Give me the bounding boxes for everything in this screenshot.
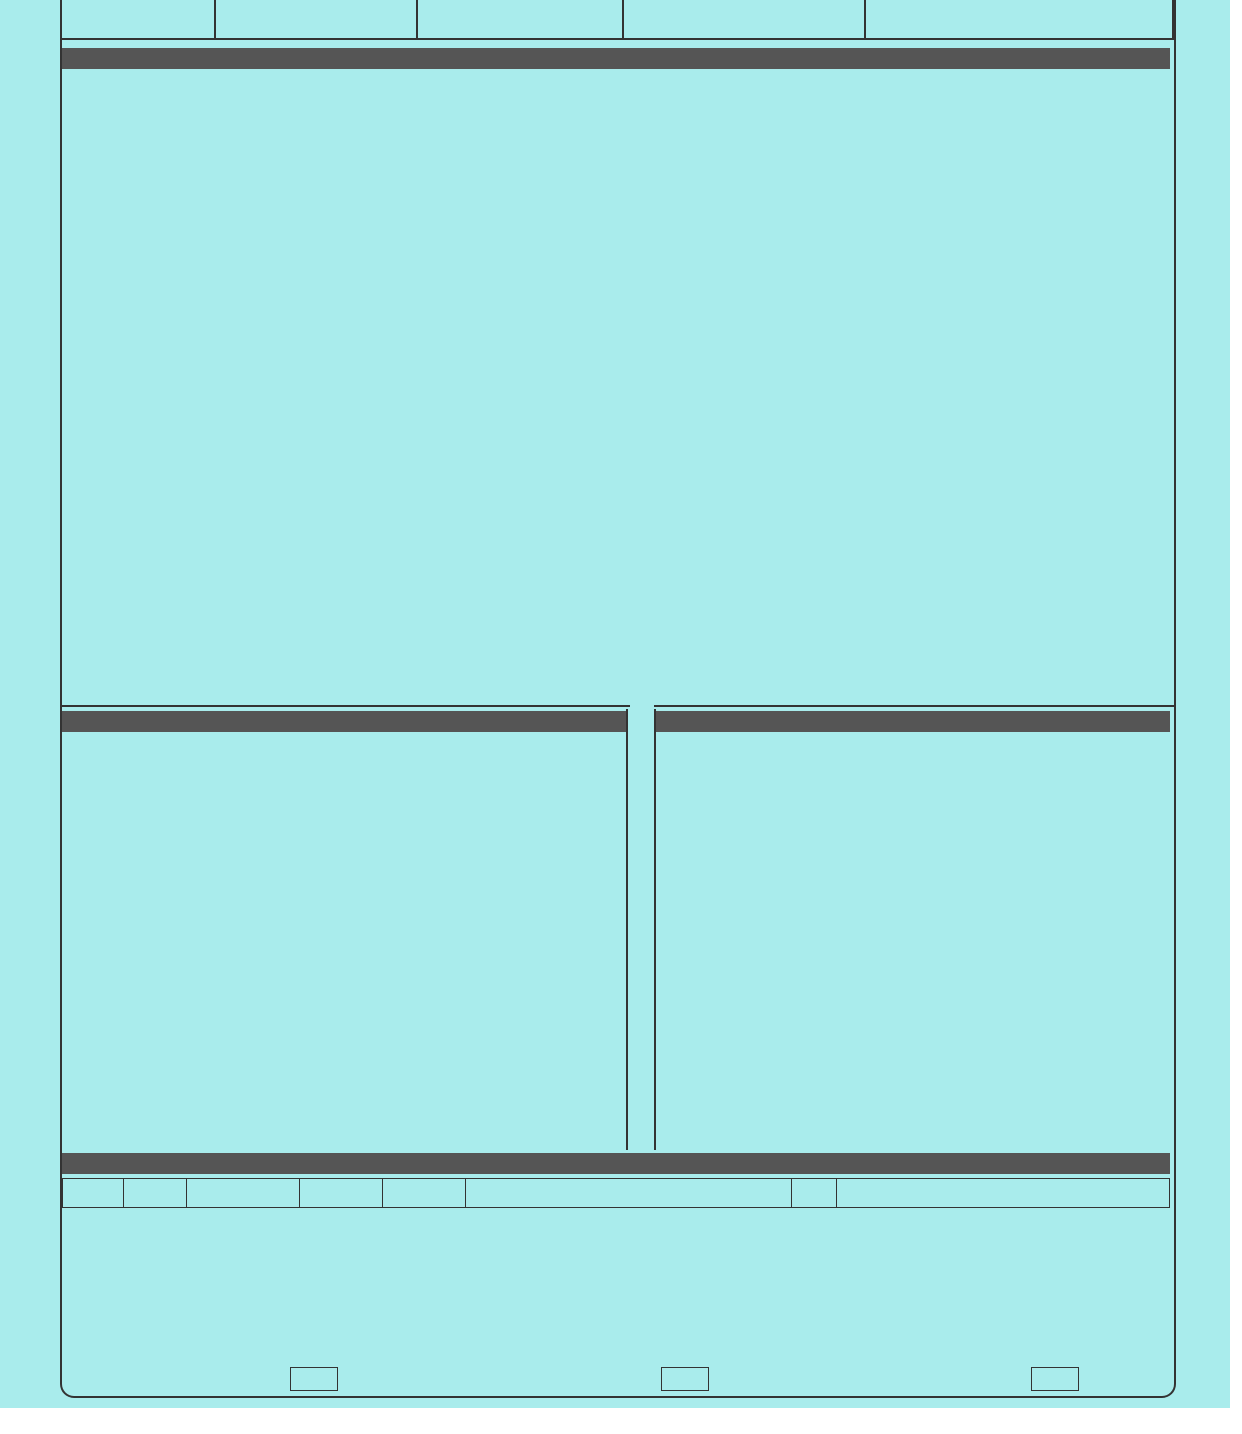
sex-cell [60,0,216,40]
col-current-ratio [187,1179,300,1208]
col-pct-ideal [300,1179,383,1208]
additional-minerals-header [656,711,1170,732]
fast-oxidizer-box [661,1367,709,1391]
date-cell [418,0,624,40]
client-acct-cell [866,0,1174,40]
additional-section-top-border [654,705,1174,707]
col-high [837,1179,1170,1208]
col-mineral-ratio [63,1179,124,1208]
toxic-section-right-border [626,709,628,1150]
toxic-section-top-border [60,705,630,707]
col-previous-ratio [383,1179,466,1208]
mixed-oxidizer-box [290,1367,338,1391]
nutrient-minerals-header [62,48,1170,69]
col-ideal-ratio [124,1179,187,1208]
slow-oxidizer-box [1031,1367,1079,1391]
significant-ratios-header [62,1153,1170,1174]
toxic-metals-header [62,711,626,732]
additional-section-left-border [654,709,656,1150]
ratio-table [62,1178,1170,1208]
col-ideal-zone [792,1179,837,1208]
lab-no-cell [624,0,866,40]
col-low [466,1179,792,1208]
age-cell [216,0,418,40]
